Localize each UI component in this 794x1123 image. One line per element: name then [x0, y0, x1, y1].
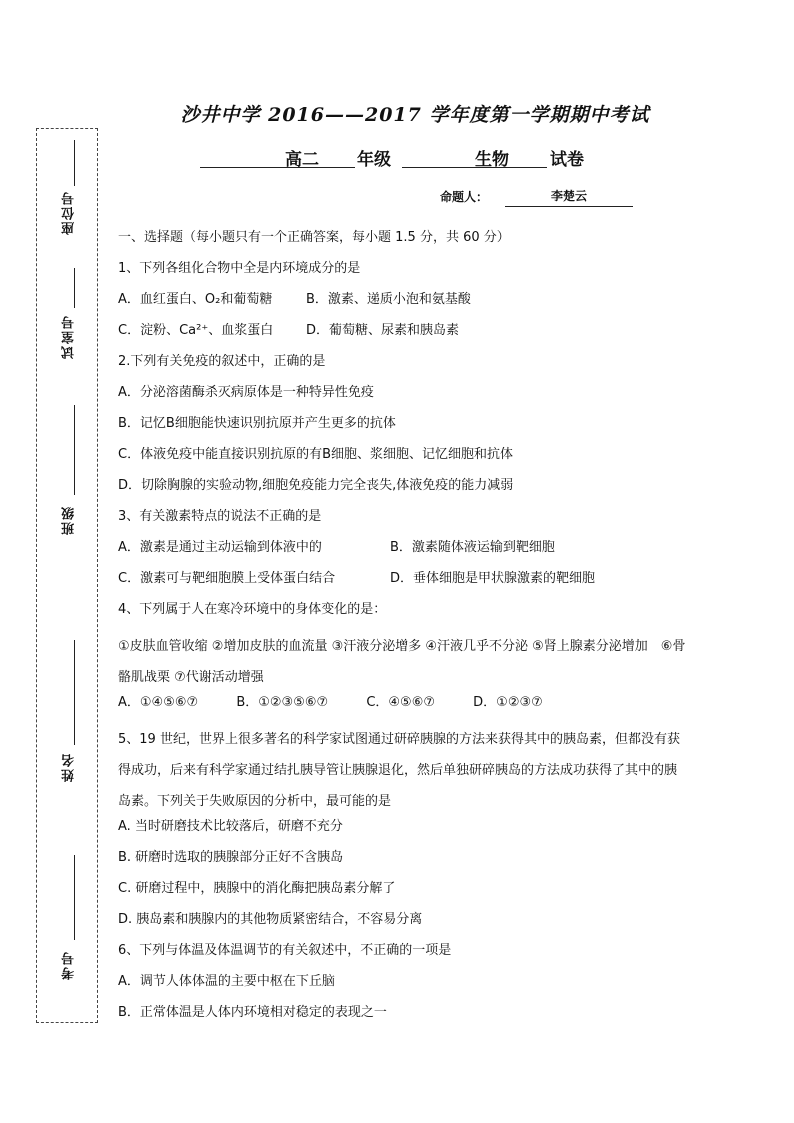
question-6-option-b[interactable]: B．正常体温是人体内环境相对稳定的表现之一 [118, 1005, 387, 1020]
class-field[interactable] [54, 405, 84, 545]
name-field[interactable] [54, 640, 84, 790]
question-1-option-a[interactable]: A．血红蛋白、O₂和葡萄糖 [118, 292, 273, 307]
exam-number-field[interactable] [54, 855, 84, 995]
question-3-options-row-1 [118, 538, 688, 569]
question-5-option-c[interactable]: C. 研磨过程中，胰腺中的消化酶把胰岛素分解了 [118, 881, 396, 896]
exam-subtitle [200, 145, 600, 171]
seat-number-label: 座位号 [62, 190, 77, 235]
question-4-option-b[interactable]: B．①②③⑤⑥⑦ [236, 695, 329, 710]
question-5-option-b[interactable]: B. 研磨时选取的胰腺部分正好不含胰岛 [118, 850, 344, 865]
question-5-stem: 5、19 世纪，世界上很多著名的科学家试图通过研碎胰腺的方法来获得其中的胰岛素，但都没有获得成功，后来有科学家通过结扎胰导管让胰腺退化，然后单独研碎胰岛的方法成功获得了其中的胰岛素。下列关于失败原因的分析中，最可能的是 [118, 732, 680, 809]
question-3-option-b[interactable]: B．激素随体液运输到靶细胞 [390, 540, 555, 555]
author-label: 命题人： [440, 190, 489, 204]
question-4-detail: ①皮肤血管收缩 ②增加皮肤的血流量 ③汗液分泌增多 ④汗液几乎不分泌 ⑤肾上腺素分泌增加 ⑥骨骼肌战栗 ⑦代谢活动增强 [118, 639, 686, 685]
room-number-field[interactable] [54, 268, 84, 378]
seat-number-field[interactable] [54, 140, 84, 250]
grade-text: 高二 [285, 150, 319, 170]
paper-text: 试卷 [550, 150, 584, 170]
room-number-line [74, 268, 75, 308]
question-4-options-row [118, 693, 688, 724]
seat-number-line [74, 140, 75, 186]
question-4-stem: 4、下列属于人在寒冷环境中的身体变化的是： [118, 602, 387, 617]
question-2-option-d[interactable]: D．切除胸腺的实验动物,细胞免疫能力完全丧失,体液免疫的能力减弱 [118, 478, 514, 493]
class-line [74, 405, 75, 495]
question-1-option-c[interactable]: C．淀粉、Ca²⁺、血浆蛋白 [118, 323, 274, 338]
question-2-option-b[interactable]: B．记忆B细胞能快速识别抗原并产生更多的抗体 [118, 416, 396, 431]
question-5-option-a[interactable]: A. 当时研磨技术比较落后，研磨不充分 [118, 819, 343, 834]
question-3-stem: 3、有关激素特点的说法不正确的是 [118, 509, 322, 524]
question-2-option-a[interactable]: A．分泌溶菌酶杀灭病原体是一种特异性免疫 [118, 385, 374, 400]
question-2-option-c[interactable]: C．体液免疫中能直接识别抗原的有B细胞、浆细胞、记忆细胞和抗体 [118, 447, 513, 462]
question-3-option-d[interactable]: D．垂体细胞是甲状腺激素的靶细胞 [390, 571, 596, 586]
section-heading: 一、选择题（每小题只有一个正确答案，每小题 1.5 分，共 60 分） [118, 230, 510, 245]
name-line [74, 640, 75, 745]
question-1-option-d[interactable]: D．葡萄糖、尿素和胰岛素 [306, 323, 460, 338]
question-4-option-a[interactable]: A．①④⑤⑥⑦ [118, 695, 199, 710]
subject-text: 生物 [475, 150, 509, 170]
question-6-stem: 6、下列与体温及体温调节的有关叙述中，不正确的一项是 [118, 943, 452, 958]
exam-number-label: 考号 [62, 950, 77, 980]
question-1-option-b[interactable]: B．激素、递质小泡和氨基酸 [306, 292, 471, 307]
question-4-option-c[interactable]: C．④⑤⑥⑦ [366, 695, 436, 710]
author-name: 李楚云 [505, 187, 633, 207]
grade-suffix-text: 年级 [357, 150, 391, 170]
question-6-option-a[interactable]: A．调节人体体温的主要中枢在下丘脑 [118, 974, 335, 989]
question-2-stem: 2.下列有关免疫的叙述中，正确的是 [118, 354, 326, 369]
question-5-option-d[interactable]: D. 胰岛素和胰腺内的其他物质紧密结合，不容易分离 [118, 912, 423, 927]
question-3-options-row-2 [118, 569, 688, 600]
question-content [118, 228, 688, 1034]
question-1-options-row-2 [118, 321, 688, 352]
subtitle-blank-1 [200, 167, 355, 168]
name-label: 姓名 [62, 752, 77, 782]
exam-title: 沙井中学 2016——2017 学年度第一学期期中考试 [180, 104, 650, 126]
question-1-stem: 1、下列各组化合物中全是内环境成分的是 [118, 261, 361, 276]
question-1-options-row-1 [118, 290, 688, 321]
question-4-option-d[interactable]: D．①②③⑦ [473, 695, 543, 710]
room-number-label: 试室号 [62, 314, 77, 359]
question-3-option-c[interactable]: C．激素可与靶细胞膜上受体蛋白结合 [118, 571, 336, 586]
class-label: 班级 [62, 505, 77, 535]
exam-number-line [74, 855, 75, 940]
question-3-option-a[interactable]: A．激素是通过主动运输到体液中的 [118, 540, 322, 555]
